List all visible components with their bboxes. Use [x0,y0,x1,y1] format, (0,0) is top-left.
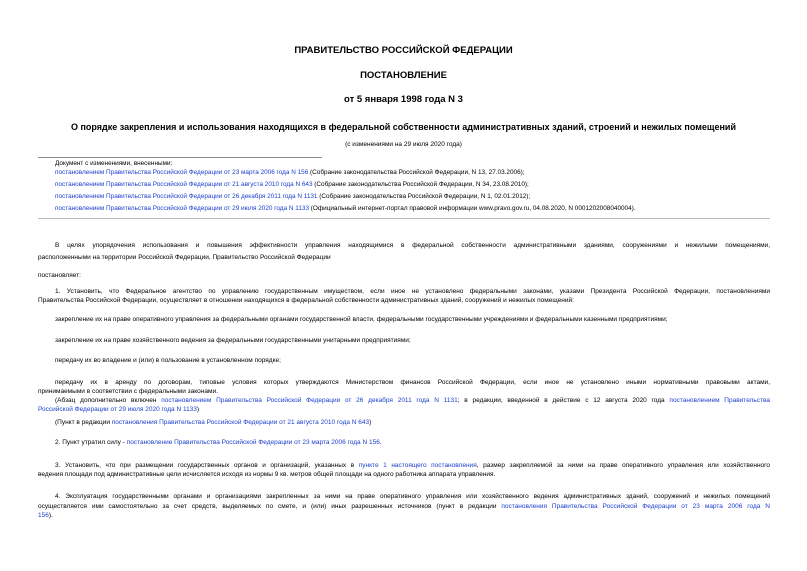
item-lease: передачу их в аренду по договорам, типовые условия которых утверждаются Министерством финансов Российской Федерации, если иное не установлено иными нормативными правовыми актами, [55,379,770,386]
amendment-link[interactable]: постановлением Правительства Российской Федерации от 26 декабря 2011 года N 1131 [161,397,458,404]
p4-revision-link[interactable]: постановления Правительства Российской Федерации от 23 марта 2006 года N [501,503,770,510]
edit-item: постановлением Правительства Российской Федерации от 21 августа 2010 года N 643 (Собрание законодательства Российской Федерации, N 34, 23.08.2010); [55,181,529,188]
paragraph-2: 2. Пункт утратил силу - постановление Правительства Российской Федерации от 23 марта 2006 года N 156. [55,439,382,446]
edit-link[interactable]: постановлением Правительства Российской Федерации от 29 июля 2020 года N 1133 [55,205,309,212]
edit-link[interactable]: постановлением Правительства Российской Федерации от 26 декабря 2011 года N 1131 [55,193,318,200]
decrees-word: постановляет: [38,272,81,279]
document-date: от 5 января 1998 года N 3 [344,94,463,105]
edits-intro: Документ с изменениями, внесенными: [55,160,173,167]
preamble-line: расположенными на территории Российской Федерации, Правительство Российской Федерации [38,254,331,261]
edit-item: постановлением Правительства Российской Федерации от 29 июля 2020 года N 1133 (Официальный интернет-портал правовой информации www.pravo.gov.ru, 04.08.2020, N 0001202008040004). [55,205,636,212]
paragraph-1-revision: (Пункт в редакции постановления Правительства Российской Федерации от 21 августа 2010 года N 643) [55,419,372,426]
paragraph-4-end: 156). [38,512,53,519]
item-economic-management: закрепление их на праве хозяйственного ведения за федеральными государственными унитарными предприятиями; [55,337,411,344]
edit-link[interactable]: постановлением Правительства Российской Федерации от 23 марта 2006 года N 156 [55,169,309,176]
divider-bottom [38,218,770,219]
revision-link[interactable]: постановления Правительства Российской Федерации от 21 августа 2010 года N 643 [111,419,370,426]
repeal-link[interactable]: постановление Правительства Российской Федерации от 23 марта 2006 года N 156 [126,439,380,446]
paragraph-1-cont: Правительства Российской Федерации, осуществляет в отношении находящихся в федеральной собственности административных зданий, сооружений и нежилых помещений: [38,297,574,304]
edit-item: постановлением Правительства Российской Федерации от 23 марта 2006 года N 156 (Собрание законодательства Российской Федерации, N 13, 27.03.2006); [55,169,525,176]
government-heading: ПРАВИТЕЛЬСТВО РОССИЙСКОЙ ФЕДЕРАЦИИ [294,45,513,56]
paragraph-1: 1. Установить, что Федеральное агентство по управлению государственным имуществом, если иное не установлено федеральными законами, указами Президента Российской Федерации, постановлениями [55,288,770,295]
paragraph-4: 4. Эксплуатация государственными органами и организациями закрепленных за ними на праве оперативного управления или хозяйственного ведения административных зданий, сооружений и нежилых помещений [55,493,770,500]
p4-revision-link[interactable]: 156 [38,512,49,519]
edit-link[interactable]: постановлением Правительства Российской Федерации от 21 августа 2010 года N 643 [55,181,313,188]
edit-item: постановлением Правительства Российской Федерации от 26 декабря 2011 года N 1131 (Собрание законодательства Российской Федерации, N 1, 02.01.2012); [55,193,531,200]
amendment-link[interactable]: постановлением Правительства [669,397,770,404]
revision-note: (с изменениями на 29 июля 2020 года) [345,141,462,148]
item-operational-management: закрепление их на праве оперативного управления за федеральными органами государственной власти, федеральными государственными учреждениями и федеральными казенными предприятиями; [55,316,668,323]
point-1-link[interactable]: пункте 1 настоящего постановления [358,462,477,469]
amendment-link[interactable]: Российской Федерации от 29 июля 2020 года N 1133 [38,406,197,413]
item-lease-cont: принимаемыми в соответствии с федеральными законами. [38,388,218,395]
paragraph-3-cont: ведения площади под административные цели исчисляется исходя из нормы 9 кв. метров общей площади на одного работника аппарата управления. [38,471,496,478]
amendment-note: (Абзац дополнительно включен постановлением Правительства Российской Федерации от 26 декабря 2011 года N 1131; в редакции, введенной в действие с 12 августа 2020 года постановлением Правительства [55,397,770,404]
divider-top [38,157,322,158]
paragraph-4-cont: осуществляется ими самостоятельно за счет средств, выделяемых по смете, и (или) иных разрешенных источников (пункт в редакции постановления Правительства Российской Федерации от 23 марта 2006 года N [38,503,770,510]
amendment-note-cont: Российской Федерации от 29 июля 2020 года N 1133) [38,406,200,413]
item-possession-transfer: передачу их во владение и (или) в пользование в установленном порядке; [55,357,281,364]
preamble-line: В целях упорядочения использования и повышения эффективности управления находящимися в федеральной собственности административными зданиями, сооружениями и нежилыми помещениями, [55,242,770,249]
document-type: ПОСТАНОВЛЕНИЕ [360,70,447,81]
document-title: О порядке закрепления и использования находящихся в федеральной собственности административных зданий, строений и нежилых помещений [70,122,737,132]
paragraph-3: 3. Установить, что при размещении государственных органов и организаций, указанных в пункте 1 настоящего постановления, размер закрепляемой за ними на праве оперативного управления или хозяйственного [55,462,770,469]
